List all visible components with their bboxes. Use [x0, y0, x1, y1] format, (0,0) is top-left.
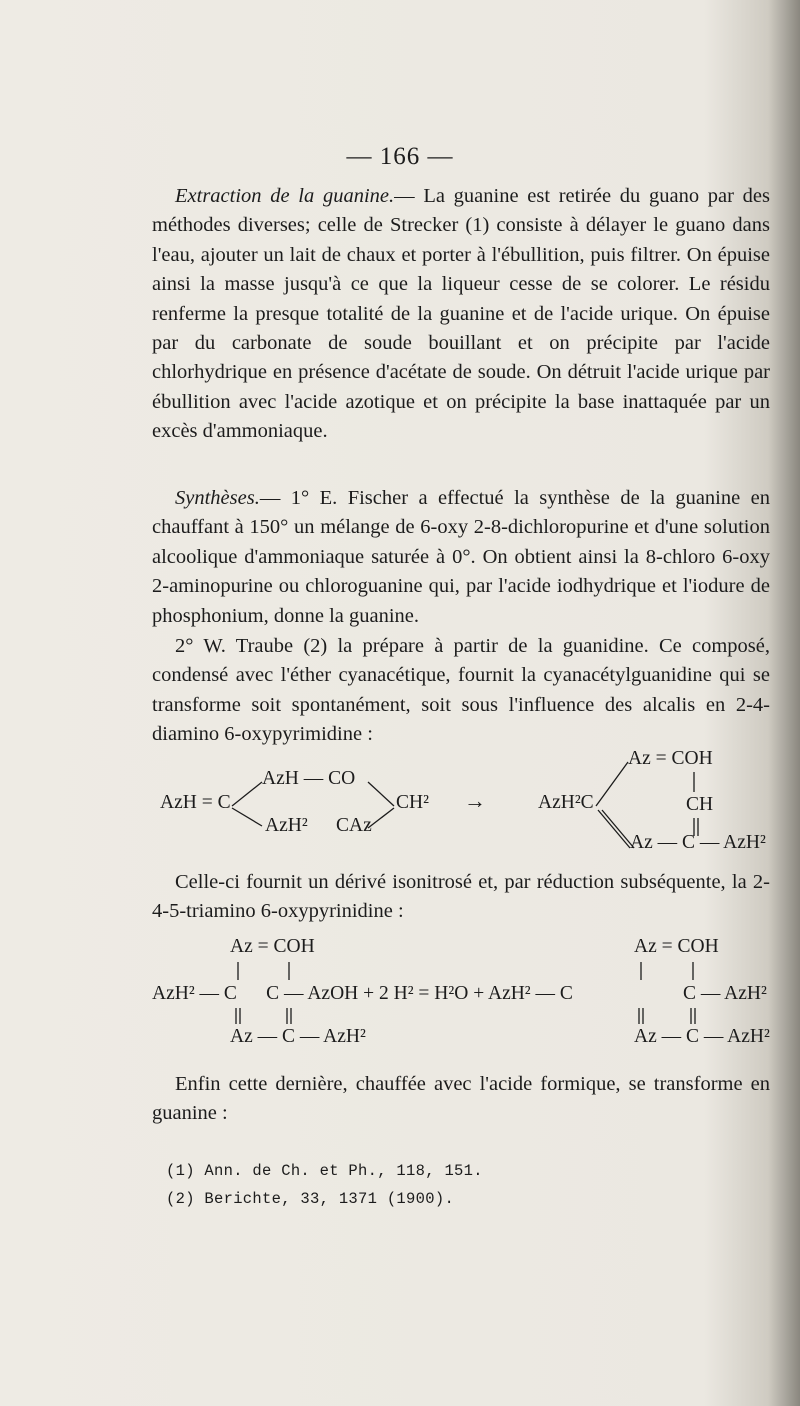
footnote-1: (1) Ann. de Ch. et Ph., 118, 151.: [166, 1162, 483, 1180]
extraction-heading: Extraction de la guanine.: [175, 185, 395, 207]
formula1-right-group: AzH²C: [538, 792, 594, 813]
formula1-azh2: AzH²: [265, 815, 308, 836]
formula1-caz: CAz: [336, 815, 372, 836]
formula2-top-left: Az = COH: [230, 936, 315, 957]
isonitroso-paragraph: Celle-ci fournit un dérivé isonitrosé et, par réduction subséquente, la 2-4-5-triamino 6-oxypyrinidine :: [152, 871, 770, 923]
formula1-left-group: AzH = C: [160, 792, 231, 813]
formula2-bottom-right: Az — C — AzH²: [634, 1026, 770, 1047]
formula1-ch2: CH²: [396, 792, 429, 813]
formula2-top-right: Az = COH: [634, 936, 719, 957]
formula1-az-c-azh2: Az — C — AzH²: [630, 832, 766, 853]
formula2-middle: AzH² — C C — AzOH + 2 H² = H²O + AzH² — C: [152, 983, 573, 1004]
traube-paragraph: 2° W. Traube (2) la prépare à partir de la guanidine. Ce composé, condensé avec l'éther cyanacétique, fournit la cyanacétylguanidine qui se transforme soit spontanément, soit sous l'influence des alcalis en 2-4-diamino 6-oxypyrimidine :: [152, 635, 770, 746]
footnote-2: (2) Berichte, 33, 1371 (1900).: [166, 1190, 455, 1208]
syntheses-text-1: — 1° E. Fischer a effectué la synthèse de la guanine en chauffant à 150° un mélange de 6-oxy 2-8-dichloropurine et d'une solution alcoolique d'ammoniaque saturée à 0°. On obtient ainsi la 8-chloro 6-oxy 2-aminopurine ou chloroguanine qui, par l'acide iodhydrique et l'iodure de phosphonium, donne la guanine.: [152, 487, 770, 627]
reaction-arrow: →: [464, 788, 486, 813]
page-number: — 166 —: [346, 143, 454, 170]
formula1-azh-co: AzH — CO: [262, 768, 356, 789]
extraction-text: — La guanine est retirée du guano par des méthodes diverses; celle de Strecker (1) consiste à délayer le guano dans l'eau, ajouter un lait de chaux et porter à l'ébullition, puis filtrer. On épuise ainsi la masse jusqu'à ce que la liqueur cesse de se colorer. Le résidu renferme la presque totalité de la guanine et de l'acide urique. On épuise par du carbonate de soude bouillant et on précipite par l'acide chlorhydrique en présence d'acétate de soude. On détruit l'acide urique par ébullition avec l'acide azotique et on précipite la base inattaquée par un excès d'ammoniaque.: [152, 185, 771, 443]
formula2-bottom-left: Az — C — AzH²: [230, 1026, 366, 1047]
formula1-az-coh: Az = COH: [628, 748, 713, 769]
syntheses-heading: Synthèses.: [175, 487, 260, 509]
formic-acid-paragraph: Enfin cette dernière, chauffée avec l'acide formique, se transforme en guanine :: [152, 1073, 770, 1125]
formula1-ch: CH: [686, 794, 714, 815]
formula2-mid-right: C — AzH²: [683, 983, 767, 1004]
